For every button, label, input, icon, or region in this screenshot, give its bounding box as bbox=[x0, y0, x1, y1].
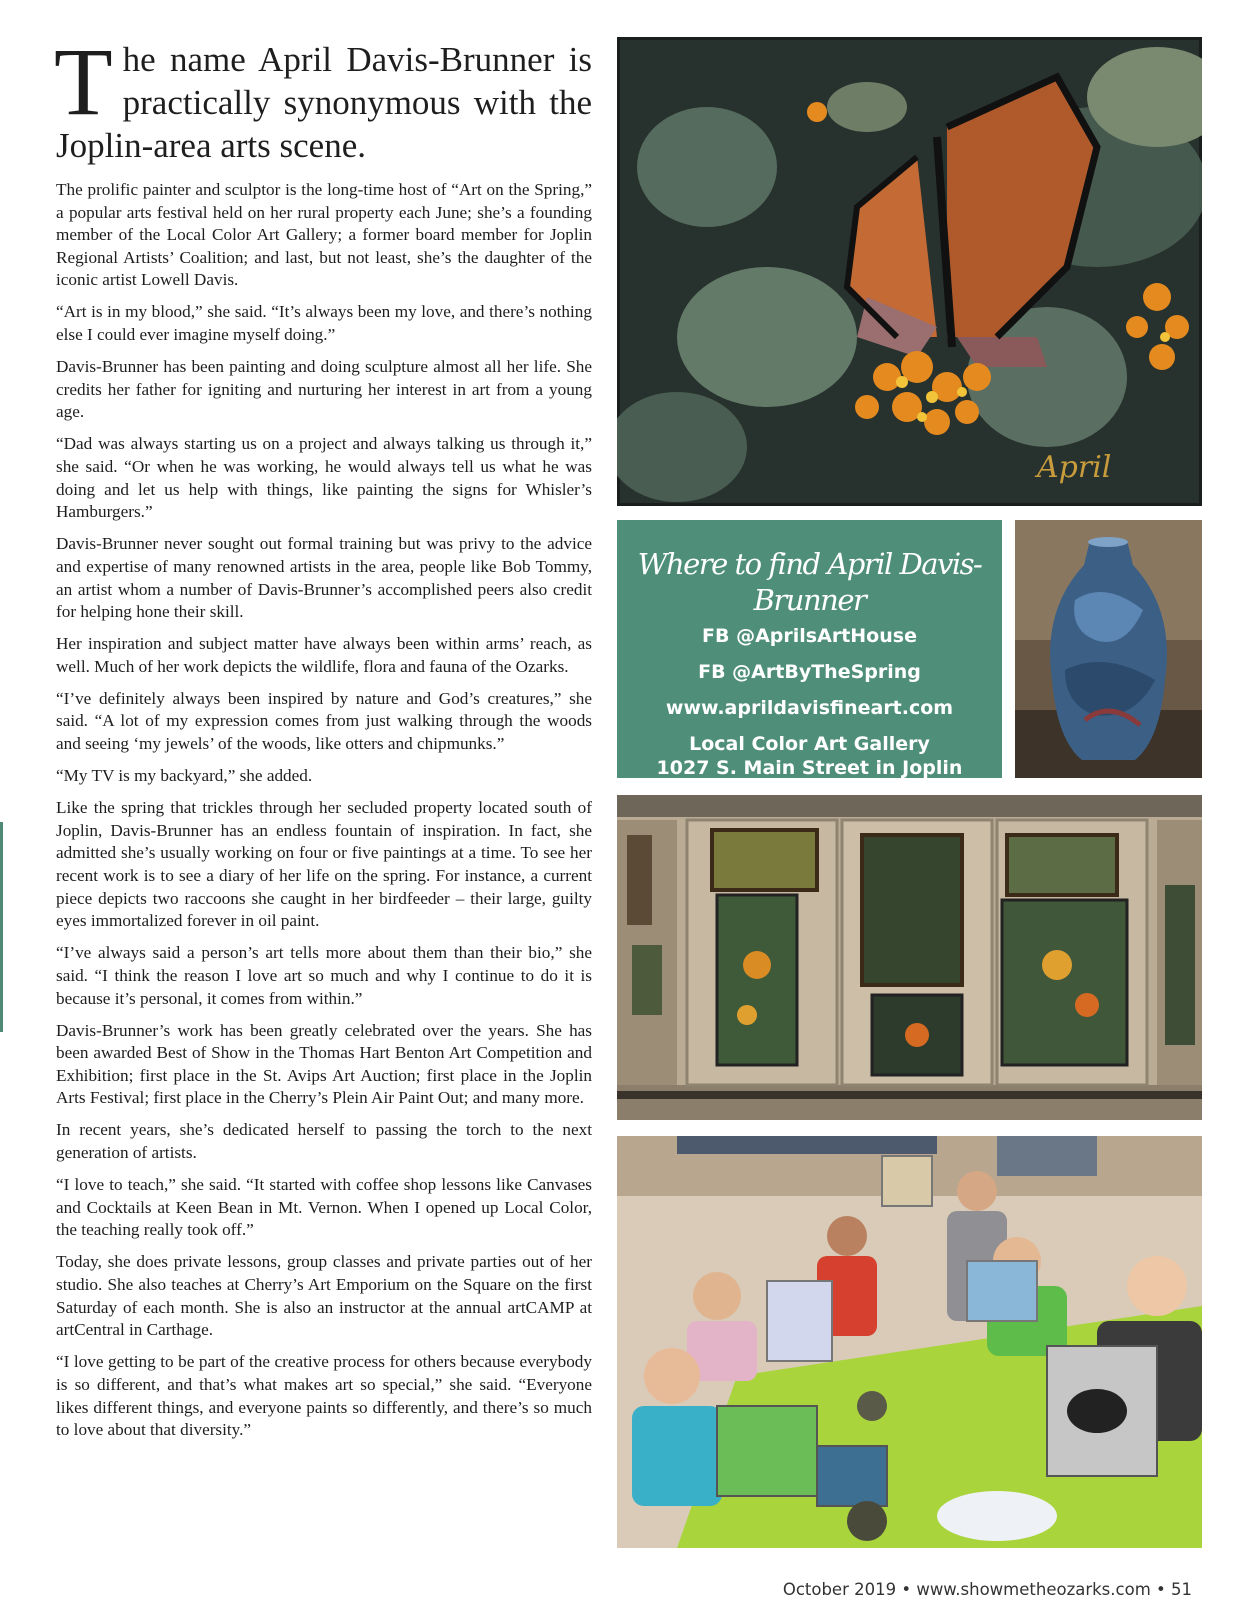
page-footer: October 2019 • www.showmetheozarks.com • 51 bbox=[782, 1580, 1192, 1599]
paragraph: The prolific painter and sculptor is the long-time host of “Art on the Spring,” a popular arts festival held on her rural property each June; she’s a founding member of the Local Color Art Gallery; a former board member for Joplin Regional Artists’ Coalition; and last, but not least, she’s the daughter of the iconic artist Lowell Davis. bbox=[56, 180, 592, 290]
gallery-name: Local Color Art Gallery bbox=[689, 733, 930, 755]
paragraph: Davis-Brunner never sought out formal training but was privy to the advice and expertise of many renowned artists in the area, people like Bob Tommy, an artist whom a number of Davis-Brunner’s accomplished peers also credit for helping hone their skill. bbox=[56, 534, 592, 622]
paragraph: Today, she does private lessons, group classes and private parties out of her studio. She also teaches at Cherry’s Art Emporium on the Square on the first Saturday of each month. She is also an instructor at the annual artCAMP at artCentral in Carthage. bbox=[56, 1252, 592, 1340]
gallery-address: 1027 S. Main Street in Joplin bbox=[656, 757, 963, 779]
facebook-handle-1: FB @AprilsArtHouse bbox=[702, 625, 917, 647]
paragraph: “My TV is my backyard,” she added. bbox=[56, 766, 313, 786]
website-link: www.aprildavisfineart.com bbox=[665, 697, 954, 719]
painting-signature: April bbox=[1037, 450, 1112, 485]
paragraph: Her inspiration and subject matter have always been within arms’ reach, as well. Much of her work depicts the wildlife, flora and fauna of the Ozarks. bbox=[56, 634, 592, 676]
where-to-find-box bbox=[617, 520, 1002, 778]
paragraph: “I love to teach,” she said. “It started with coffee shop lessons like Canvases and Cocktails at Keen Bean in Mt. Vernon. When I opened up Local Color, the teaching really took off.” bbox=[56, 1175, 592, 1240]
paragraph: In recent years, she’s dedicated herself to passing the torch to the next generation of artists. bbox=[56, 1120, 592, 1163]
gallery-exhibit-photo bbox=[617, 795, 1202, 1120]
paragraph: Davis-Brunner’s work has been greatly celebrated over the years. She has been awarded Best of Show in the Thomas Hart Benton Art Competition and Exhibition; first place in the St. Avips Art Auction; first place in the Joplin Arts Festival; first place in the Cherry’s Plein Air Paint Out; and many more. bbox=[56, 1020, 592, 1108]
paragraph: “Art is in my blood,” she said. “It’s always been my love, and there’s nothing else I could ever imagine myself doing.” bbox=[56, 302, 592, 345]
article-column bbox=[54, 28, 592, 1451]
paragraph: Davis-Brunner has been painting and doing sculpture almost all her life. She credits her father for igniting and nurturing her interest in art from a young age. bbox=[56, 357, 592, 422]
paragraph: Like the spring that trickles through her secluded property located south of Joplin, Davis-Brunner has an endless fountain of inspiration. In fact, she admitted she’s usually working on four or five paintings at a time. To see her recent work is to see a diary of her life on the spring. For instance, a current piece depicts two raccoons she caught in her birdfeeder – their large, guilty eyes immortalized forever in oil paint. bbox=[56, 798, 592, 931]
drop-cap: T bbox=[54, 28, 113, 135]
paragraph: “Dad was always starting us on a project and always talking us through it,” she said. “Or when he was working, he would always tell us what he was doing and let us help with things, like painting the signs for Whisler’s Hamburgers.” bbox=[56, 434, 592, 522]
art-class-photo bbox=[617, 1136, 1202, 1548]
facebook-handle-2: FB @ArtByTheSpring bbox=[698, 661, 921, 683]
info-box-title: Where to find April Davis-Brunner bbox=[637, 547, 982, 617]
sculpture-vase-photo bbox=[1015, 520, 1202, 778]
paragraph: “I love getting to be part of the creative process for others because everybody is so different, and that’s what makes art so special,” she said. “Everyone likes different things, and everyone paints so differently, and there’s so much to love about that diversity.” bbox=[56, 1352, 592, 1440]
butterfly-painting-photo bbox=[617, 37, 1202, 506]
lede-text: he name April Davis-Brunner is practically synonymous with the Joplin-area arts scene. bbox=[56, 40, 592, 165]
accent-bar bbox=[0, 822, 3, 1032]
article-lede bbox=[54, 28, 592, 167]
paragraph: “I’ve definitely always been inspired by nature and God’s creatures,” she said. “A lot of my expression comes from just walking through the woods and seeing ‘my jewels’ of the woods, like otters and chipmunks.” bbox=[56, 688, 592, 754]
paragraph: “I’ve always said a person’s art tells more about them than their bio,” she said. “I think the reason I love art so much and why I continue to do it is because it’s personal, it comes from within.” bbox=[56, 943, 592, 1008]
